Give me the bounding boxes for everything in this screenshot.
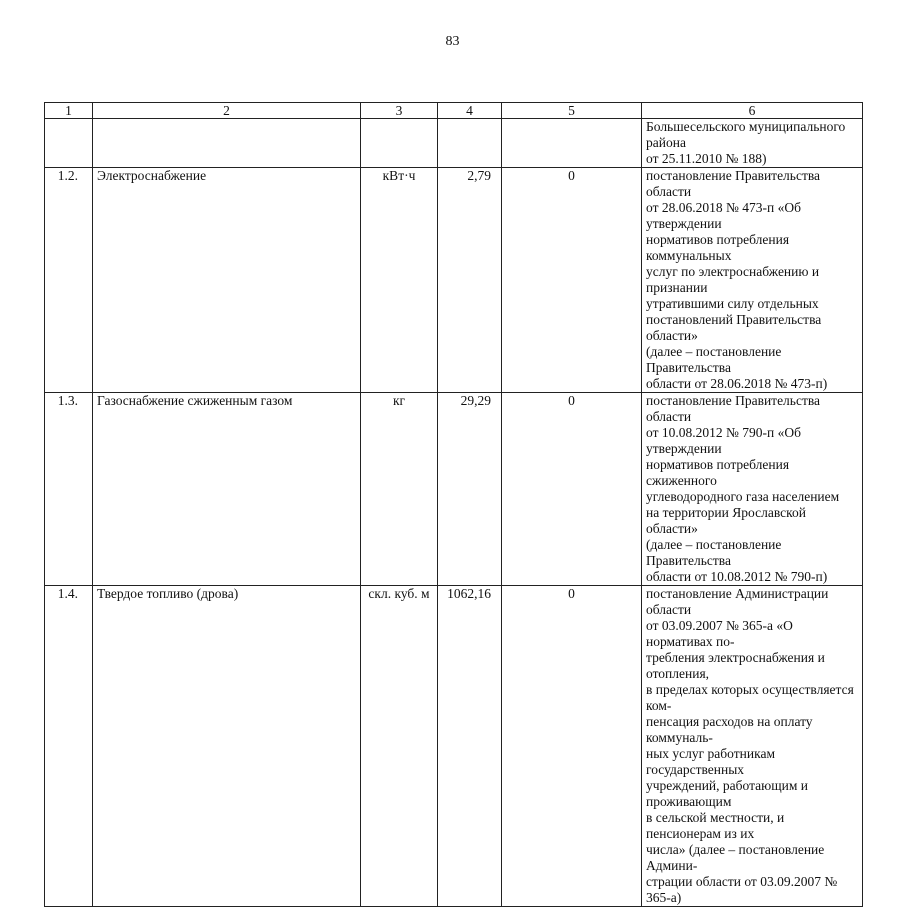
row-number: 1.3.: [45, 393, 93, 586]
norm-value: 29,29: [438, 393, 502, 586]
extra-value: 0: [502, 168, 642, 393]
extra-value: [502, 119, 642, 168]
unit: [361, 119, 438, 168]
service-name: Электроснабжение: [93, 168, 361, 393]
row-number: [45, 119, 93, 168]
service-name: Твердое топливо (дрова): [93, 586, 361, 907]
extra-value: 0: [502, 393, 642, 586]
unit: скл. куб. м: [361, 586, 438, 907]
row-number: 1.2.: [45, 168, 93, 393]
header-col-3: 3: [361, 103, 438, 119]
legal-basis: Большесельского муниципального района от 25.11.2010 № 188): [642, 119, 863, 168]
legal-basis: постановление Администрации области от 03.09.2007 № 365-а «О нормативах по- требления электроснабжения и отопления, в пределах которых осуществляется ком- пенсация расходов на оплату коммуналь- ных услуг работникам государственных учреждений, работающим и проживающим в сельской местности, и пенсионерам из их числа» (далее – постановление Админи- страции области от 03.09.2007 № 365-а): [642, 586, 863, 907]
header-col-5: 5: [502, 103, 642, 119]
norm-value: [438, 119, 502, 168]
norm-value: 1062,16: [438, 586, 502, 907]
table-row: [45, 168, 863, 393]
norm-value: 2,79: [438, 168, 502, 393]
unit: кг: [361, 393, 438, 586]
header-col-4: 4: [438, 103, 502, 119]
row-number: 1.4.: [45, 586, 93, 907]
legal-basis: постановление Правительства области от 28.06.2018 № 473-п «Об утверждении нормативов потребления коммунальных услуг по электроснабжению и признании утратившими силу отдельных постановлений Правительства области» (далее – постановление Правительства области от 28.06.2018 № 473-п): [642, 168, 863, 393]
table-row: [45, 393, 863, 586]
page-number: 83: [445, 34, 460, 49]
header-col-6: 6: [642, 103, 863, 119]
extra-value: 0: [502, 586, 642, 907]
header-row: [45, 103, 863, 119]
norms-table: [44, 102, 863, 907]
table-row: [45, 119, 863, 168]
header-col-2: 2: [93, 103, 361, 119]
service-name: [93, 119, 361, 168]
header-col-1: 1: [45, 103, 93, 119]
service-name: Газоснабжение сжиженным газом: [93, 393, 361, 586]
table-row: [45, 586, 863, 907]
unit: кВт·ч: [361, 168, 438, 393]
legal-basis: постановление Правительства области от 10.08.2012 № 790-п «Об утверждении нормативов потребления сжиженного углеводородного газа населением на территории Ярославской области» (далее – постановление Правительства области от 10.08.2012 № 790-п): [642, 393, 863, 586]
